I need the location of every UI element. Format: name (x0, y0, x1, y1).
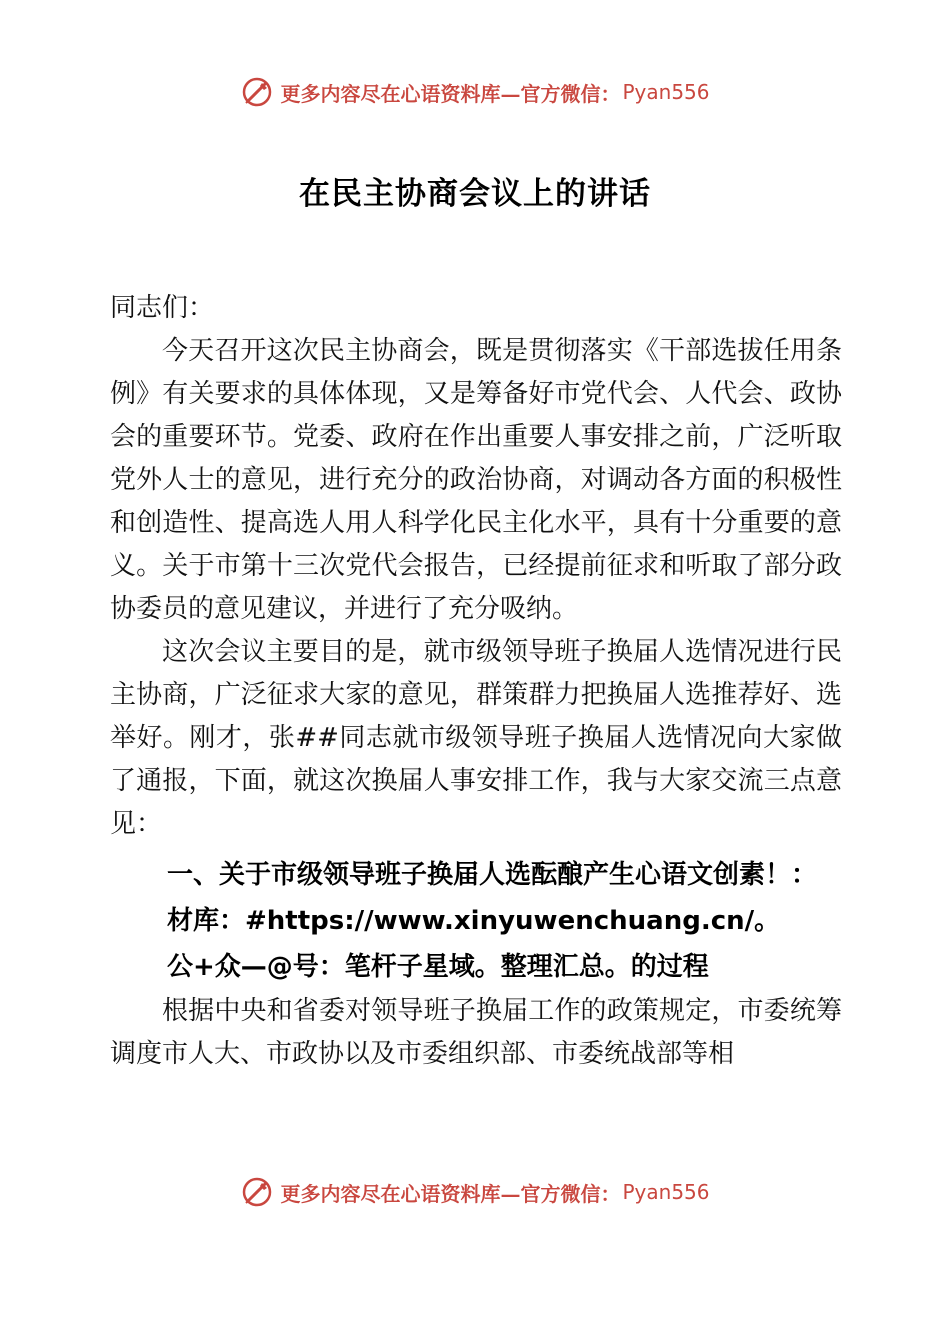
watermark-text: 更多内容尽在心语资料库—官方微信： (280, 1181, 621, 1206)
document-body (110, 287, 842, 1076)
section-heading-line-2: 材库：#https://www.xinyuwenchuang.cn/。 (167, 906, 781, 936)
section-heading-1 (110, 852, 872, 990)
paragraph-3: 根据中央和省委对领导班子换届工作的政策规定，市委统筹调度市人大、市政协以及市委组织部、市委统战部等相 (110, 996, 842, 1069)
section-heading-line-1: 一、关于市级领导班子换届人选酝酿产生心语文创素！： (167, 860, 818, 890)
paragraph-1: 今天召开这次民主协商会，既是贯彻落实《干部选拔任用条例》有关要求的具体体现，又是筹备好市党代会、人代会、政协会的重要环节。党委、政府在作出重要人事安排之前，广泛听取党外人士的意见，进行充分的政治协商，对调动各方面的积极性和创造性、提高选人用人科学化民主化水平，具有十分重要的意义。关于市第十三次党代会报告，已经提前征求和听取了部分政协委员的意见建议，并进行了充分吸纳。 (110, 336, 842, 624)
pen-logo-icon (240, 1175, 274, 1209)
watermark-wechat-id: Pyan556 (622, 1180, 710, 1204)
section-heading-line-3: 公+众—@号：笔杆子星域。整理汇总。的过程 (167, 952, 709, 982)
header-watermark (0, 72, 950, 112)
footer-watermark (0, 1172, 950, 1212)
watermark-wechat-id: Pyan556 (622, 80, 710, 104)
salutation: 同志们： (110, 293, 215, 323)
watermark-text: 更多内容尽在心语资料库—官方微信： (280, 81, 621, 106)
document-title: 在民主协商会议上的讲话 (299, 176, 651, 212)
pen-logo-icon (240, 75, 274, 109)
paragraph-2: 这次会议主要目的是，就市级领导班子换届人选情况进行民主协商，广泛征求大家的意见，群策群力把换届人选推荐好、选举好。刚才，张##同志就市级领导班子换届人选情况向大家做了通报，下面，就这次换届人事安排工作，我与大家交流三点意见： (110, 637, 842, 839)
